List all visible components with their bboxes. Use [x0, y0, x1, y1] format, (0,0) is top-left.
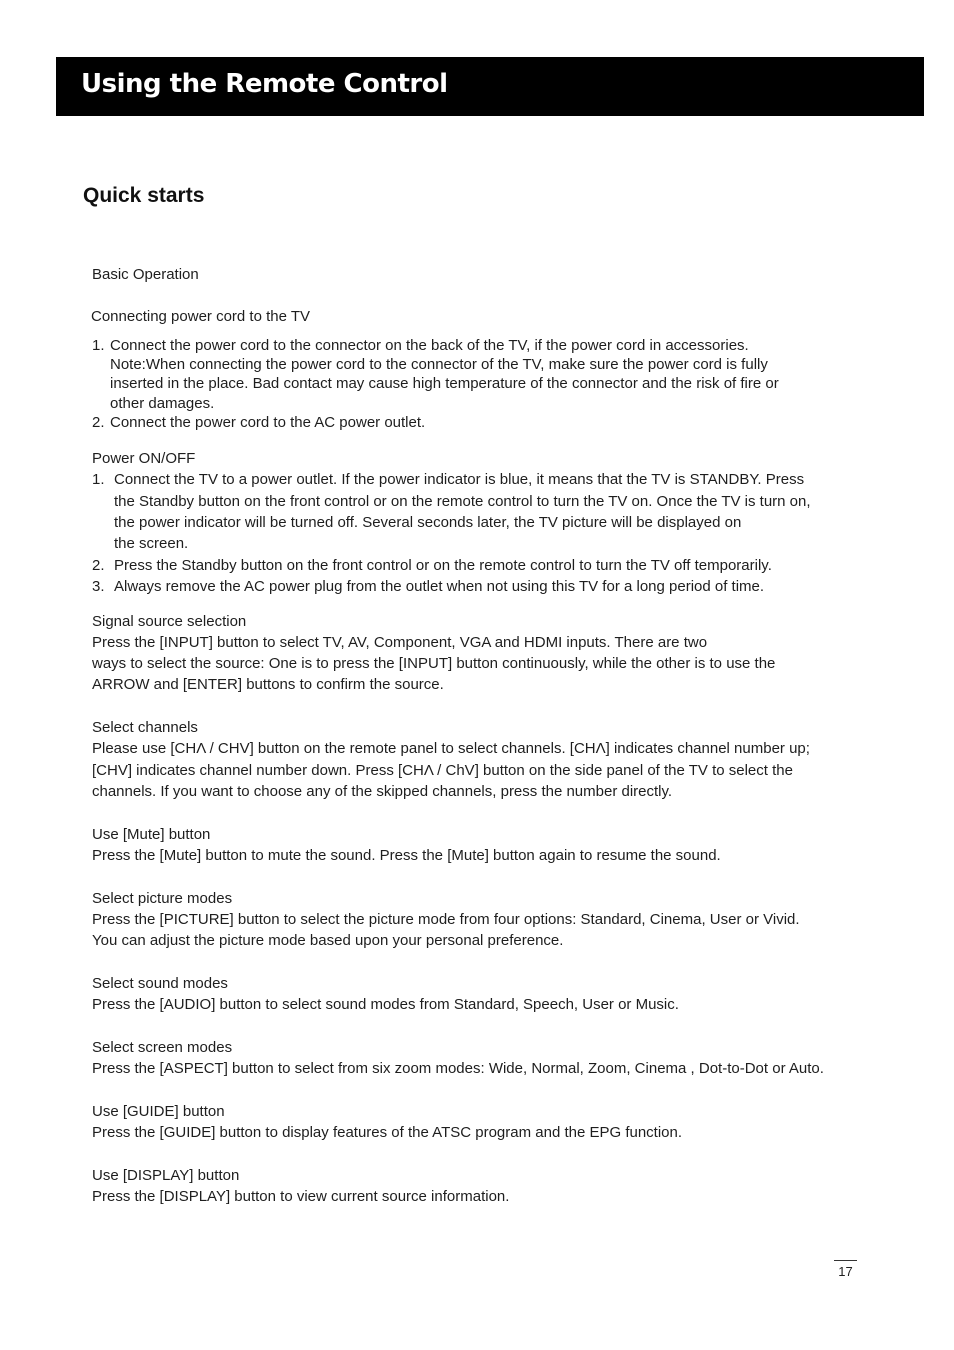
- power-onoff-item-2-number: 2.: [92, 557, 105, 574]
- signal-source-heading: Signal source selection: [92, 613, 247, 630]
- power-cord-item-2-text: Connect the power cord to the AC power outlet.: [110, 414, 426, 431]
- sound-modes-heading: Select sound modes: [92, 975, 228, 992]
- picture-modes-line: You can adjust the picture mode based upon your personal preference.: [92, 932, 564, 949]
- power-cord-item-2-number: 2.: [92, 414, 105, 431]
- sound-modes-line: Press the [AUDIO] button to select sound modes from Standard, Speech, User or Music.: [92, 996, 679, 1013]
- power-onoff-item-1-line: the power indicator will be turned off. Several seconds later, the TV picture will be displayed on: [114, 514, 742, 531]
- mute-heading: Use [Mute] button: [92, 826, 211, 843]
- header-bar: [56, 57, 924, 116]
- signal-source-line: ARROW and [ENTER] buttons to confirm the source.: [92, 676, 444, 693]
- select-channels-line: [CHV] indicates channel number down. Press [CHΛ / ChV] button on the side panel of the TV to select the: [92, 762, 793, 779]
- picture-modes-line: Press the [PICTURE] button to select the picture mode from four options: Standard, Cinema, User or Vivid.: [92, 911, 800, 928]
- power-cord-item-1-line: Note:When connecting the power cord to the connector of the TV, make sure the power cord is fully: [110, 356, 768, 373]
- power-cord-item-1-line: Connect the power cord to the connector on the back of the TV, if the power cord in accessories.: [110, 337, 749, 354]
- signal-source-line: Press the [INPUT] button to select TV, AV, Component, VGA and HDMI inputs. There are two: [92, 634, 708, 651]
- page-number: 17: [838, 1264, 853, 1279]
- power-onoff-item-1-line: Connect the TV to a power outlet. If the power indicator is blue, it means that the TV is STANDBY. Press: [114, 471, 805, 488]
- signal-source-line: ways to select the source: One is to press the [INPUT] button continuously, while the other is to use the: [92, 655, 776, 672]
- page-title: Using the Remote Control: [81, 69, 448, 99]
- power-onoff-item-3-number: 3.: [92, 578, 105, 595]
- select-channels-line: Please use [CHΛ / CHV] button on the remote panel to select channels. [CHΛ] indicates channel number up;: [92, 740, 810, 757]
- screen-modes-line: Press the [ASPECT] button to select from six zoom modes: Wide, Normal, Zoom, Cinema , Dot-to-Dot or Auto.: [92, 1060, 824, 1077]
- mute-line: Press the [Mute] button to mute the sound. Press the [Mute] button again to resume the sound.: [92, 847, 721, 864]
- picture-modes-heading: Select picture modes: [92, 890, 233, 907]
- display-line: Press the [DISPLAY] button to view current source information.: [92, 1188, 510, 1205]
- power-onoff-item-1-number: 1.: [92, 471, 105, 488]
- guide-heading: Use [GUIDE] button: [92, 1103, 225, 1120]
- display-heading: Use [DISPLAY] button: [92, 1167, 240, 1184]
- select-channels-heading: Select channels: [92, 719, 198, 736]
- basic-operation-label: Basic Operation: [92, 266, 199, 283]
- power-onoff-item-3-text: Always remove the AC power plug from the outlet when not using this TV for a long period of time.: [114, 578, 765, 595]
- screen-modes-heading: Select screen modes: [92, 1039, 233, 1056]
- guide-line: Press the [GUIDE] button to display features of the ATSC program and the EPG function.: [92, 1124, 683, 1141]
- page-number-rule: [834, 1260, 857, 1261]
- select-channels-line: channels. If you want to choose any of the skipped channels, press the number directly.: [92, 783, 673, 800]
- power-cord-item-1-line: other damages.: [110, 395, 215, 412]
- power-cord-heading: Connecting power cord to the TV: [91, 308, 311, 325]
- section-title: Quick starts: [83, 184, 205, 207]
- power-onoff-item-1-line: the Standby button on the front control or on the remote control to turn the TV on. Once the TV is turn on,: [114, 493, 811, 510]
- power-onoff-item-1-line: the screen.: [114, 535, 189, 552]
- power-cord-item-1-line: inserted in the place. Bad contact may cause high temperature of the connector and the risk of fire or: [110, 375, 779, 392]
- power-cord-item-1-number: 1.: [92, 337, 105, 354]
- power-onoff-item-2-text: Press the Standby button on the front control or on the remote control to turn the TV off temporarily.: [114, 557, 772, 574]
- power-onoff-heading: Power ON/OFF: [92, 450, 196, 467]
